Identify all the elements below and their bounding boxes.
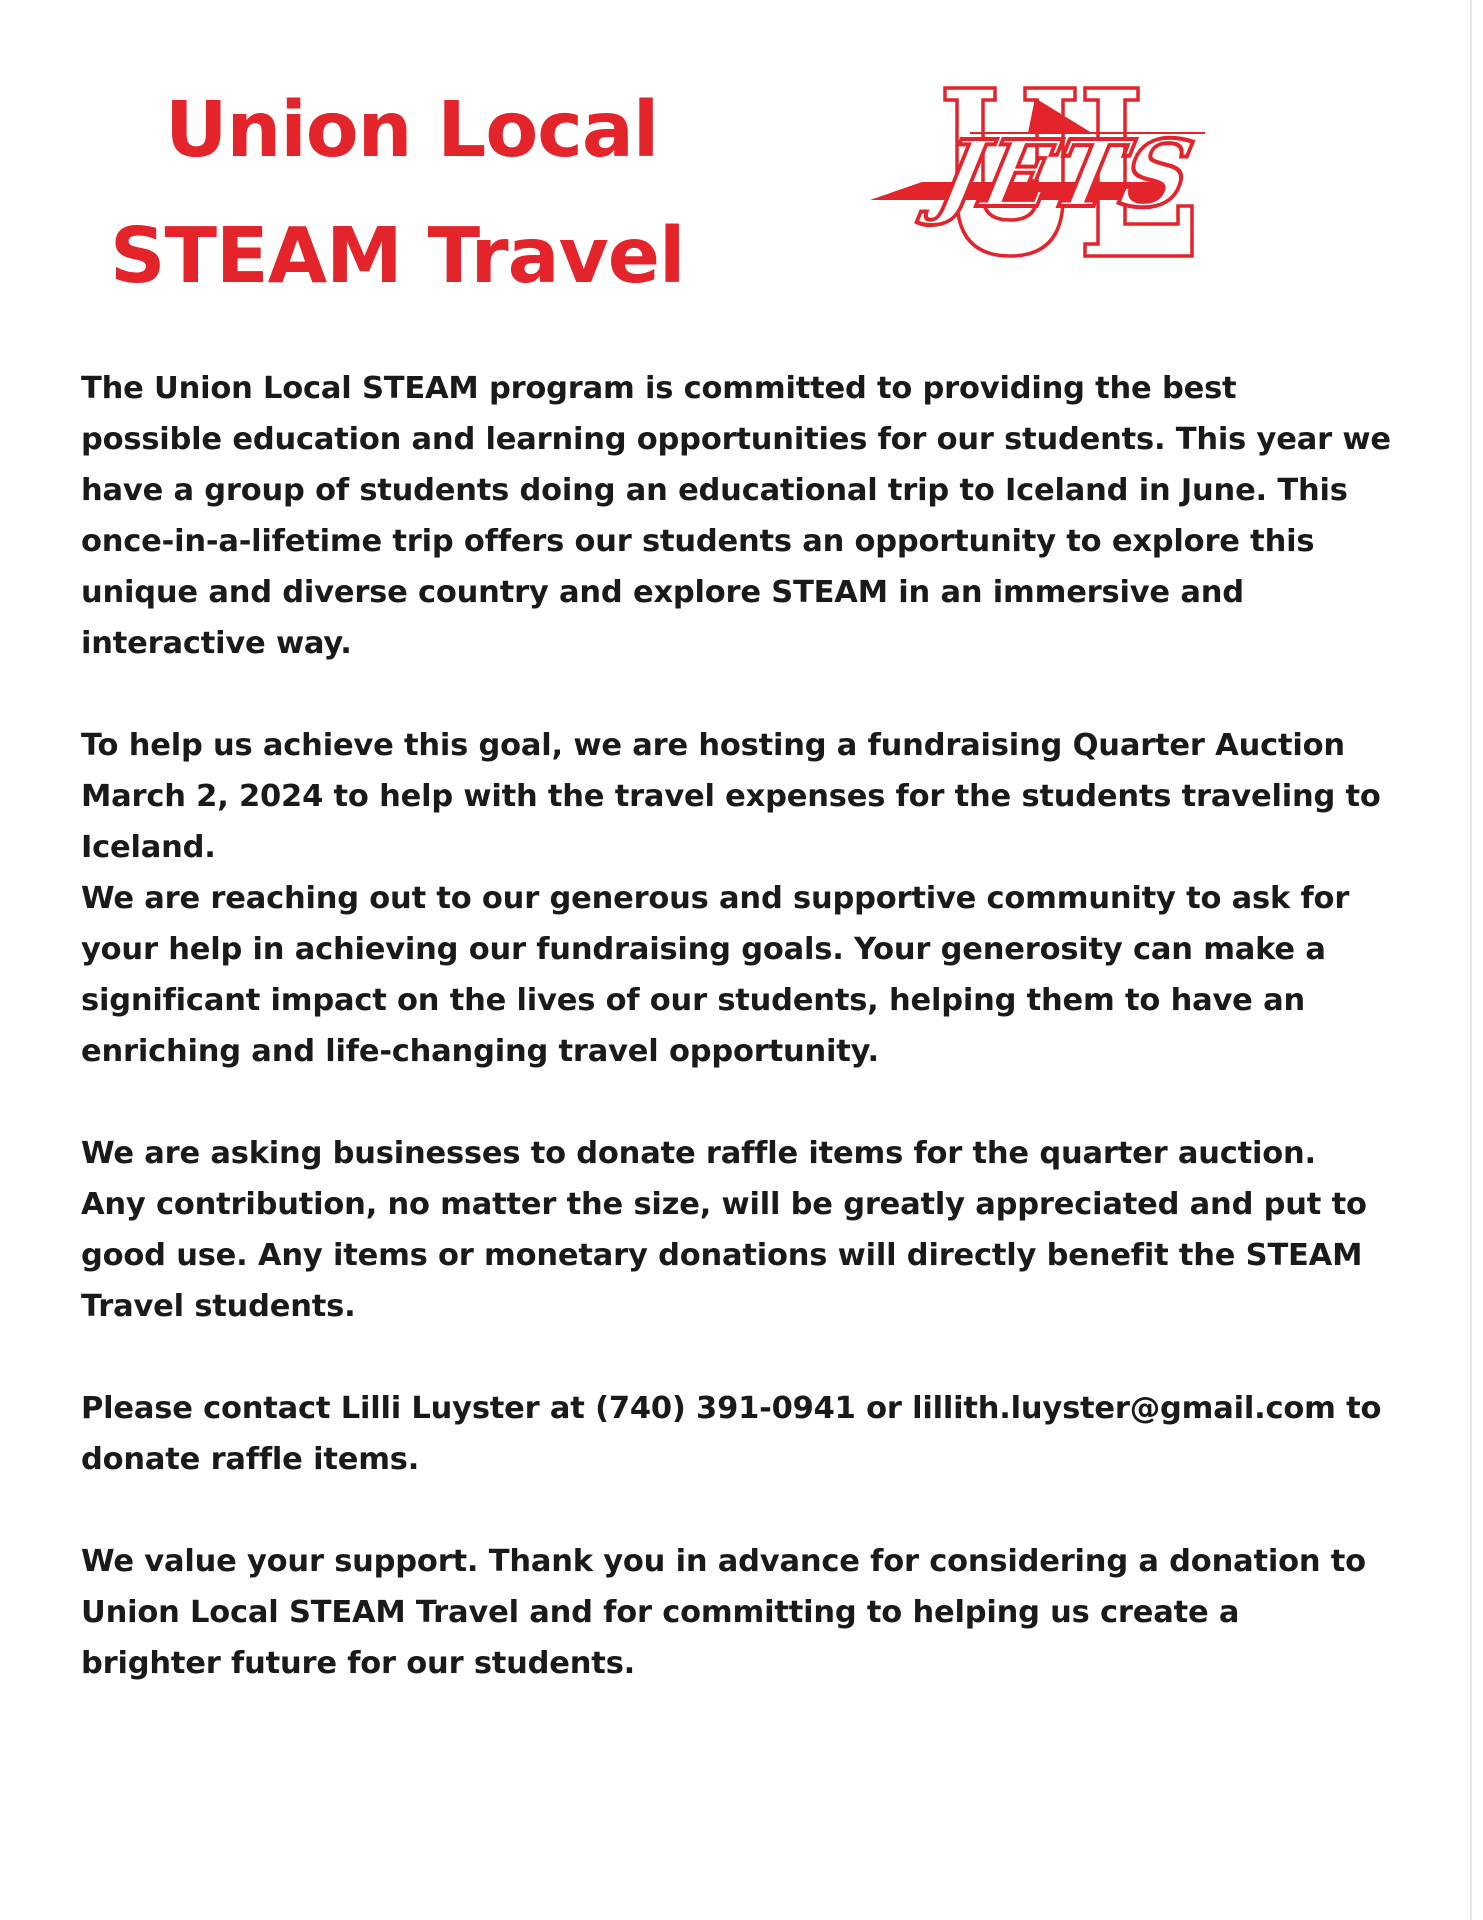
title-line-2: STEAM Travel: [110, 212, 685, 301]
paragraph-gap: [81, 1485, 1411, 1536]
paragraph-thanks: We value your support. Thank you in advance for considering a donation to Union Local STEAM Travel and for committing to helping us create a brighter future for our students.: [81, 1544, 1366, 1681]
page-title: [110, 68, 750, 320]
paragraph-auction: To help us achieve this goal, we are hosting a fundraising Quarter Auction March 2, 2024 to help with the travel expenses for the students traveling to Iceland.: [81, 728, 1381, 865]
jets-logo: [860, 78, 1240, 268]
paragraph-contact: Please contact Lilli Luyster at (740) 391-0941 or lillith.luyster@gmail.com to donate raffle items.: [81, 1391, 1382, 1477]
title-line-1: Union Local: [165, 86, 659, 175]
letter-body: [81, 363, 1411, 1689]
paragraph-gap: [81, 1077, 1411, 1128]
jets-logo-text: JETS: [929, 119, 1202, 228]
paragraph-intro: The Union Local STEAM program is committed to providing the best possible education and learning opportunities for our students. This year we have a group of students doing an educational trip to Iceland in June. This once-in-a-lifetime trip offers our students an opportunity to explore this unique and diverse country and explore STEAM in an immersive and interactive way.: [81, 371, 1391, 661]
scan-edge-line: [1470, 0, 1472, 1920]
paragraph-community: We are reaching out to our generous and supportive community to ask for your help in achieving our fundraising goals. Your generosity can make a significant impact on the lives of our students, helping them to have an enriching and life-changing travel opportunity.: [81, 881, 1350, 1069]
paragraph-donations: We are asking businesses to donate raffle items for the quarter auction. Any contribution, no matter the size, will be greatly appreciated and put to good use. Any items or monetary donations will directly benefit the STEAM Travel students.: [81, 1136, 1367, 1324]
paragraph-gap: [81, 669, 1411, 720]
paragraph-gap: [81, 1332, 1411, 1383]
